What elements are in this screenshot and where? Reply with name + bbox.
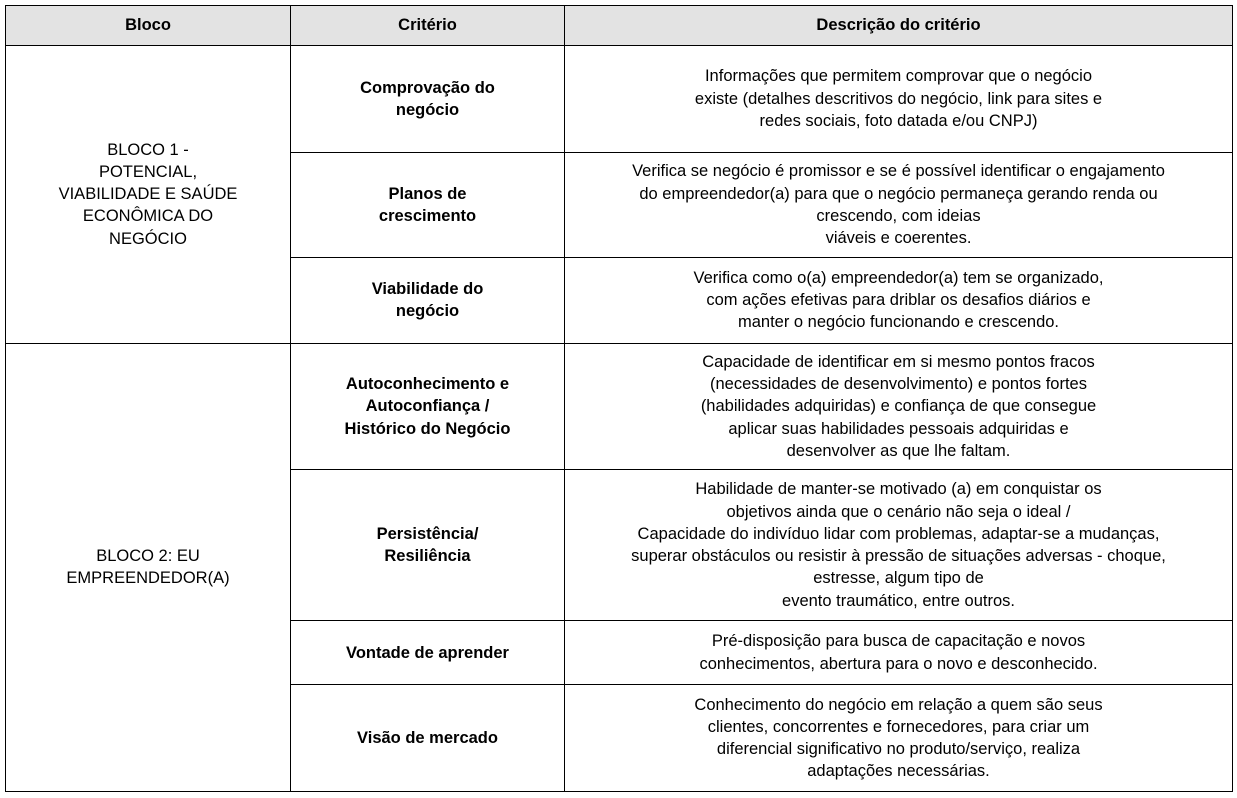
header-descricao: Descrição do critério xyxy=(565,6,1233,46)
criterion-cell: Persistência/ Resiliência xyxy=(291,470,565,621)
criterion-cell: Autoconhecimento e Autoconfiança / Histórico do Negócio xyxy=(291,343,565,470)
description-cell: Informações que permitem comprovar que o negócio existe (detalhes descritivos do negócio, link para sites e redes sociais, foto datada e/ou CNPJ) xyxy=(565,46,1233,153)
description-cell: Habilidade de manter-se motivado (a) em conquistar os objetivos ainda que o cenário não seja o ideal / Capacidade do indivíduo lidar com problemas, adaptar-se a mudanças, superar obstáculos ou resistir à pressão de situações adversas - choque, estresse, algum tipo de evento traumático, entre outros. xyxy=(565,470,1233,621)
description-cell: Capacidade de identificar em si mesmo pontos fracos (necessidades de desenvolvimento) e pontos fortes (habilidades adquiridas) e confiança de que consegue aplicar suas habilidades pessoais adquiridas e desenvolver as que lhe faltam. xyxy=(565,343,1233,470)
table-row xyxy=(6,46,1233,153)
criterion-cell: Planos de crescimento xyxy=(291,152,565,258)
description-cell: Verifica se negócio é promissor e se é possível identificar o engajamento do empreendedor(a) para que o negócio permaneça gerando renda ou crescendo, com ideias viáveis e coerentes. xyxy=(565,152,1233,258)
block-2-label: BLOCO 2: EU EMPREENDEDOR(A) xyxy=(6,343,291,791)
description-cell: Verifica como o(a) empreendedor(a) tem se organizado, com ações efetivas para driblar os desafios diários e manter o negócio funcionando e crescendo. xyxy=(565,258,1233,343)
table-row xyxy=(6,343,1233,470)
criteria-table xyxy=(5,5,1233,792)
criterion-cell: Visão de mercado xyxy=(291,685,565,792)
criterion-cell: Comprovação do negócio xyxy=(291,46,565,153)
criterion-cell: Viabilidade do negócio xyxy=(291,258,565,343)
criterion-cell: Vontade de aprender xyxy=(291,621,565,685)
header-bloco: Bloco xyxy=(6,6,291,46)
description-cell: Conhecimento do negócio em relação a quem são seus clientes, concorrentes e fornecedores, para criar um diferencial significativo no produto/serviço, realiza adaptações necessárias. xyxy=(565,685,1233,792)
header-row xyxy=(6,6,1233,46)
header-criterio: Critério xyxy=(291,6,565,46)
block-1-label: BLOCO 1 - POTENCIAL, VIABILIDADE E SAÚDE ECONÔMICA DO NEGÓCIO xyxy=(6,46,291,344)
description-cell: Pré-disposição para busca de capacitação e novos conhecimentos, abertura para o novo e desconhecido. xyxy=(565,621,1233,685)
